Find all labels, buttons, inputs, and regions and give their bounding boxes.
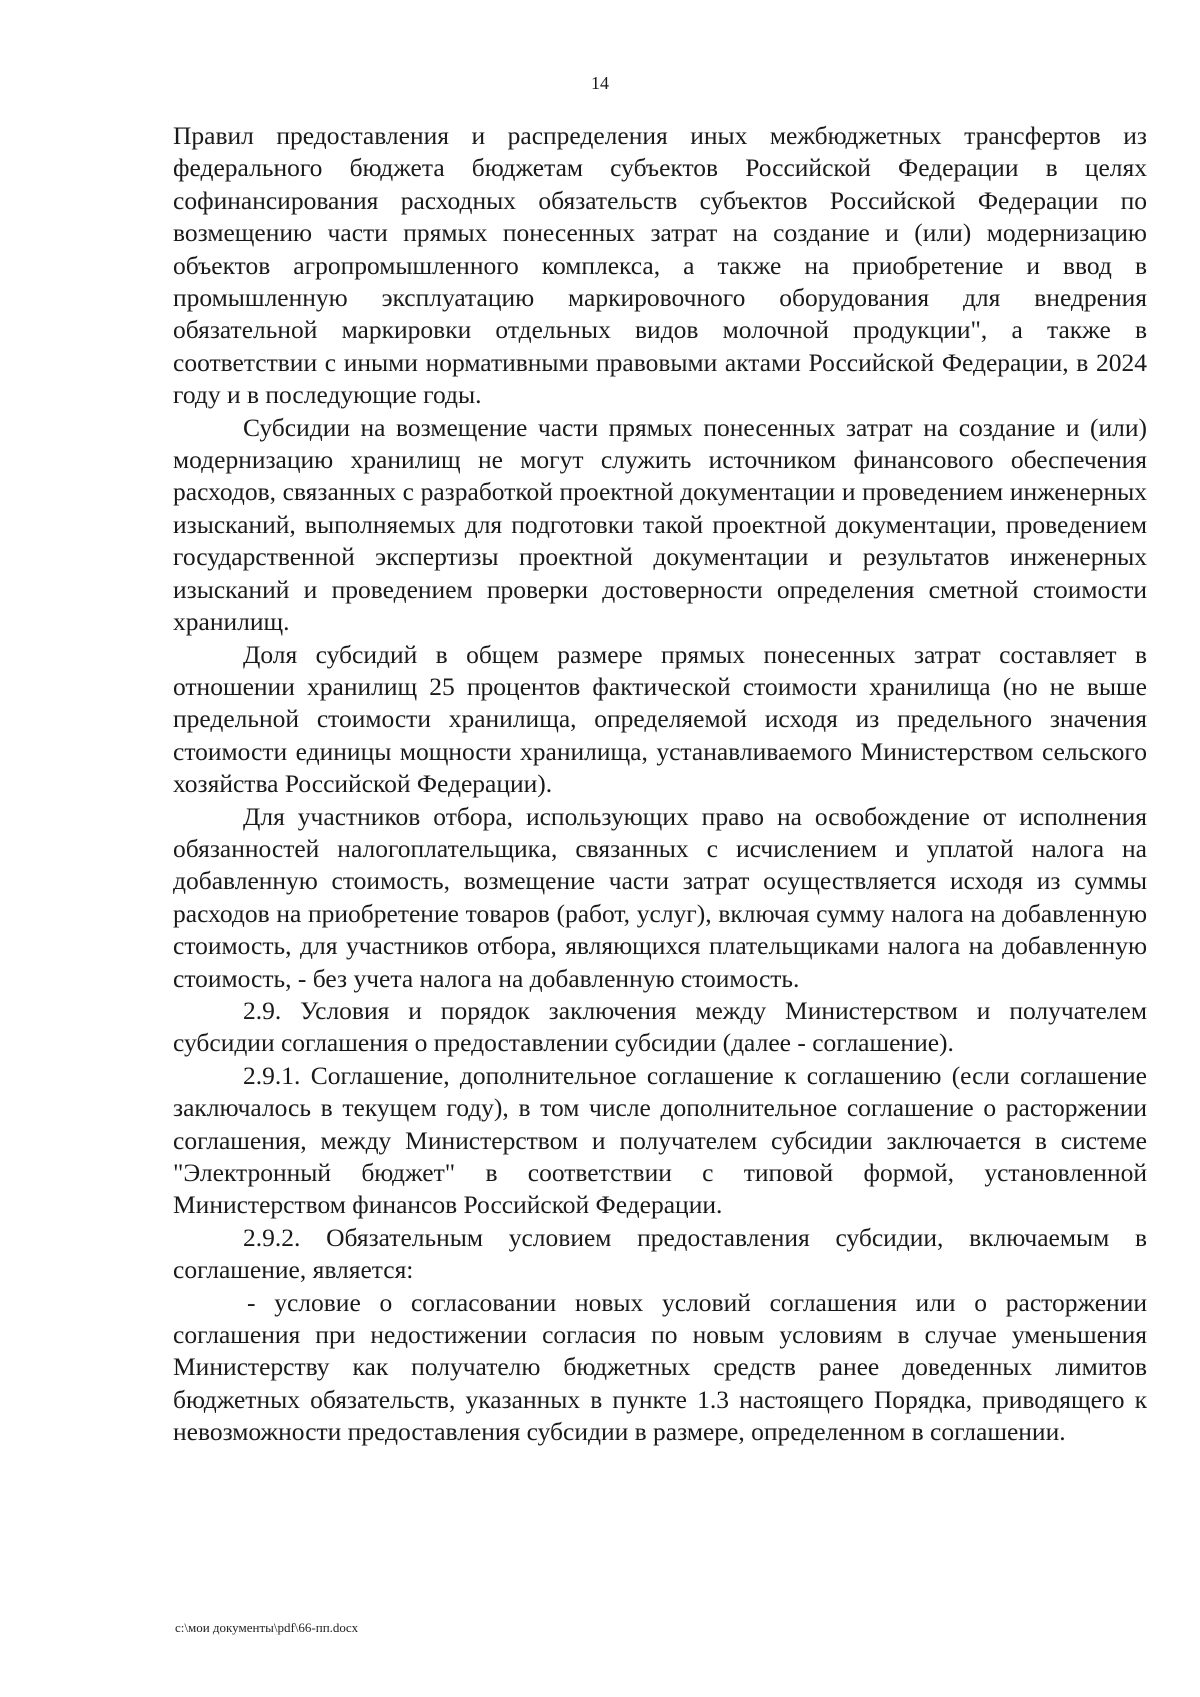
footer-file-path: c:\мои документы\pdf\66-пп.docx <box>175 1620 359 1635</box>
paragraph-continuation: Правил предоставления и распределения иных межбюджетных трансфертов из федерального бюджета бюджетам субъектов Российской Федерации в целях софинансирования расходных обязательств субъектов Российской Федерации по возмещению части прямых понесенных затрат на создание и (или) модернизацию объектов агропромышленного комплекса, а также на приобретение и ввод в промышленную эксплуатацию маркировочного оборудования для внедрения обязательной маркировки отдельных видов молочной продукции", а также в соответствии с иными нормативными правовыми актами Российской Федерации, в 2024 году и в последующие годы. <box>173 121 1147 410</box>
paragraph-subsidy-share: Доля субсидий в общем размере прямых понесенных затрат составляет в отношении хранилищ 25 процентов фактической стоимости хранилища (но не выше предельной стоимости хранилища, определяемой исходя из предельного значения стоимости единицы мощности хранилища, устанавливаемого Министерством сельского хозяйства Российской Федерации). <box>173 639 1147 799</box>
paragraph-subsidy-restrictions: Субсидии на возмещение части прямых понесенных затрат на создание и (или) модернизацию хранилищ не могут служить источником финансового обеспечения расходов, связанных с разработкой проектной документации и проведением инженерных изысканий, выполняемых для подготовки такой проектной документации, проведением государственной экспертизы проектной документации и результатов инженерных изысканий и проведением проверки достоверности определения сметной стоимости хранилищ. <box>173 412 1147 637</box>
paragraph-section-2-9-1: 2.9.1. Соглашение, дополнительное соглашение к соглашению (если соглашение заключалось в текущем году), в том числе дополнительное соглашение о расторжении соглашения, между Министерством и получателем субсидии заключается в системе "Электронный бюджет" в соответствии с типовой формой, установленной Министерством финансов Российской Федерации. <box>173 1060 1147 1220</box>
paragraph-vat-exemption: Для участников отбора, использующих право на освобождение от исполнения обязанностей налогоплательщика, связанных с исчислением и уплатой налога на добавленную стоимость, возмещение части затрат осуществляется исходя из суммы расходов на приобретение товаров (работ, услуг), включая сумму налога на добавленную стоимость, для участников отбора, являющихся плательщиками налога на добавленную стоимость, - без учета налога на добавленную стоимость. <box>173 801 1147 993</box>
paragraph-section-2-9: 2.9. Условия и порядок заключения между Министерством и получателем субсидии соглашения о предоставлении субсидии (далее - соглашение). <box>173 995 1147 1058</box>
paragraph-condition-item: - условие о согласовании новых условий соглашения или о расторжении соглашения при недостижении согласия по новым условиям в случае уменьшения Министерству как получателю бюджетных средств ранее доведенных лимитов бюджетных обязательств, указанных в пункте 1.3 настоящего Порядка, приводящего к невозможности предоставления субсидии в размере, определенном в соглашении. <box>173 1287 1147 1447</box>
page-number: 14 <box>591 73 609 93</box>
document-body <box>173 120 1147 1449</box>
paragraph-section-2-9-2: 2.9.2. Обязательным условием предоставления субсидии, включаемым в соглашение, является: <box>173 1222 1147 1285</box>
